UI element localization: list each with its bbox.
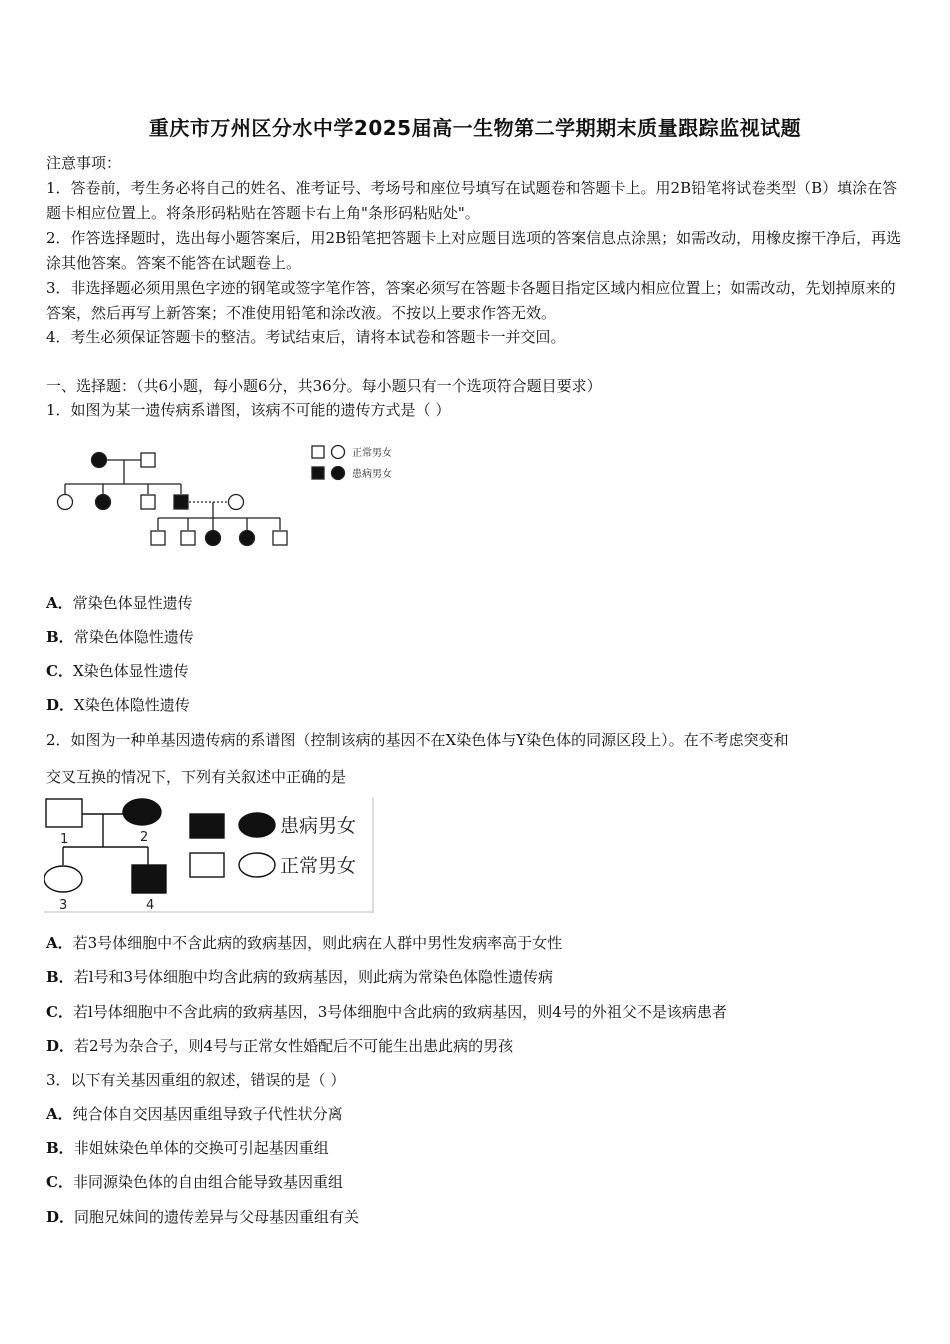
q2-legend-affected-male: [190, 814, 224, 838]
q2-label-4: 4: [146, 898, 155, 913]
q2-label-1: 1: [60, 832, 69, 847]
q1-gen3-normal-male: [273, 531, 287, 545]
q2-legend-normal-label: 正常男女: [280, 855, 357, 877]
q2-label-3: 3: [59, 898, 68, 913]
section-heading: 一、选择题：（共6小题，每小题6分，共36分。每小题只有一个选项符合题目要求）: [46, 377, 602, 395]
q2-label-2: 2: [140, 830, 149, 845]
q1-gen2-affected-female: [96, 495, 111, 510]
q2-legend-normal-female: [239, 853, 275, 877]
q2-legend-normal-male: [190, 853, 224, 877]
q2-option-b: B．若l号和3号体细胞中均含此病的致病基因，则此病为常染色体隐性遗传病: [46, 968, 554, 986]
q2-option-c: C．若l号体细胞中不含此病的致病基因，3号体细胞中含此病的致病基因，则4号的外祖父不是该病患者: [46, 1003, 727, 1021]
q2-individual-2-affected-female: [123, 799, 161, 825]
q3-option-c: C．非同源染色体的自由组合能导致基因重组: [46, 1173, 343, 1191]
q2-legend-affected-label: 患病男女: [280, 815, 357, 837]
q1-gen3-normal-male: [181, 531, 195, 545]
notice-heading: 注意事项：: [46, 154, 122, 172]
q3-stem: 3．以下有关基因重组的叙述，错误的是（ ）: [46, 1071, 346, 1089]
q2-stem-line-1: 2．如图为一种单基因遗传病的系谱图（控制该病的基因不在X染色体与Y染色体的同源区段上）。在不考虑突变和: [46, 731, 789, 749]
q3-option-a: A．纯合体自交因基因重组导致子代性状分离: [46, 1105, 343, 1123]
q2-individual-3-normal-female: [44, 866, 82, 892]
q1-option-a: A．常染色体显性遗传: [46, 594, 193, 612]
q2-legend-affected-female: [239, 813, 275, 837]
notice-item-2: 2．作答选择题时，选出每小题答案后，用2B铅笔把答题卡上对应题目选项的答案信息点涂黑；如需改动，用橡皮擦干净后，再选涂其他答案。答案不能答在试题卷上。: [46, 229, 902, 272]
q1-gen3-affected-female: [206, 531, 221, 546]
q1-gen2-normal-male: [141, 495, 155, 509]
q2-individual-4-affected-male: [132, 865, 166, 893]
q1-gen3-normal-male: [151, 531, 165, 545]
q1-legend-normal-label: 正常男女: [352, 448, 392, 459]
q2-individual-1-normal-male: [46, 799, 82, 827]
q1-gen1-normal-male: [141, 453, 155, 467]
q1-gen2-spouse-female: [229, 495, 244, 510]
q1-legend-normal-female: [332, 446, 345, 459]
q1-gen2-affected-male: [174, 495, 188, 509]
q1-legend-affected-male: [312, 467, 324, 479]
q3-option-b: B．非姐妹染色单体的交换可引起基因重组: [46, 1139, 329, 1157]
notice-item-3: 3．非选择题必须用黑色字迹的钢笔或签字笔作答，答案必须写在答题卡各题目指定区域内相应位置上；如需改动，先划掉原来的答案，然后再写上新答案；不准使用铅笔和涂改液。不按以上要求作答无效。: [46, 279, 896, 322]
q1-gen2-normal-female: [58, 495, 73, 510]
notice-item-1: 1．答卷前，考生务必将自己的姓名、准考证号、考场号和座位号填写在试题卷和答题卡上。用2B铅笔将试卷类型（B）填涂在答题卡相应位置上。将条形码粘贴在答题卡右上角"条形码粘贴处"。: [46, 179, 898, 222]
q2-option-a: A．若3号体细胞中不含此病的致病基因，则此病在人群中男性发病率高于女性: [46, 934, 563, 952]
q2-pedigree-figure: [44, 797, 374, 913]
notice-item-4: 4．考生必须保证答题卡的整洁。考试结束后，请将本试卷和答题卡一并交回。: [46, 328, 566, 346]
q1-gen1-affected-female: [92, 453, 107, 468]
q3-option-d: D．同胞兄妹间的遗传差异与父母基因重组有关: [46, 1208, 360, 1226]
q2-option-d: D．若2号为杂合子，则4号与正常女性婚配后不可能生出患此病的男孩: [46, 1037, 514, 1055]
q1-legend-affected-female: [332, 467, 345, 480]
q2-stem-line-2: 交叉互换的情况下，下列有关叙述中正确的是: [46, 768, 347, 786]
q1-legend-normal-male: [312, 446, 324, 458]
q1-option-d: D．X染色体隐性遗传: [46, 696, 190, 714]
q1-option-b: B．常染色体隐性遗传: [46, 628, 194, 646]
q1-option-c: C．X染色体显性遗传: [46, 662, 189, 680]
q1-legend-affected-label: 患病男女: [352, 469, 392, 480]
page-title: 重庆市万州区分水中学2025届高一生物第二学期期末质量跟踪监视试题: [148, 116, 802, 140]
q1-stem: 1．如图为某一遗传病系谱图，该病不可能的遗传方式是（ ）: [46, 401, 451, 419]
q1-gen3-affected-female: [240, 531, 255, 546]
q1-pedigree-figure: [46, 436, 416, 556]
